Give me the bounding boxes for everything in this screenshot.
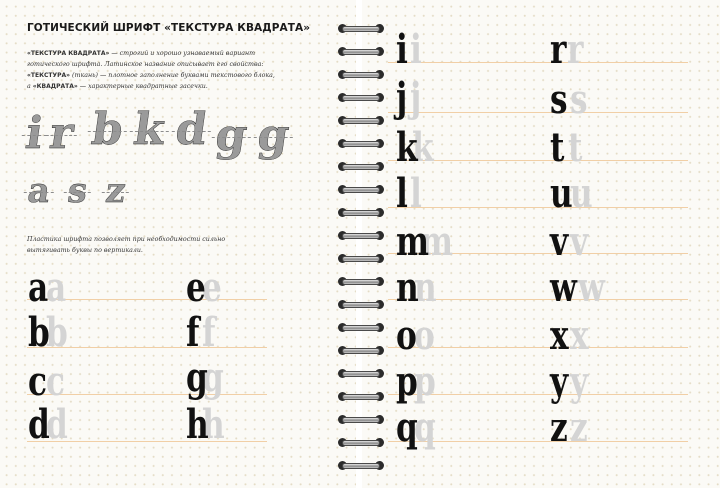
binding-ring: [338, 254, 384, 263]
alphabet-letter: l: [396, 170, 408, 217]
ghost-letter: q: [414, 404, 436, 451]
sample-letter: z: [103, 171, 129, 211]
binding-ring: [338, 70, 384, 79]
intro-text-4: а: [27, 83, 33, 90]
intro-text-1: — строгий и хорошо узнаваемый вариант: [109, 50, 256, 57]
binding-ring: [338, 231, 384, 240]
alphabet-letter: x: [550, 312, 568, 359]
ghost-letter: z: [570, 404, 588, 451]
ghost-letter: r: [567, 26, 584, 73]
binding-ring: [338, 208, 384, 217]
sample-letter: i: [22, 108, 47, 159]
binding-ring: [338, 116, 384, 125]
alphabet-letter: a: [28, 264, 48, 311]
ghost-letter: e: [202, 264, 222, 311]
ghost-letter: y: [570, 358, 589, 405]
alphabet-letter: r: [550, 26, 566, 73]
binding-ring: [338, 93, 384, 102]
ghost-letter: u: [570, 170, 593, 217]
ghost-letter: l: [410, 170, 422, 217]
alphabet-letter: g: [186, 354, 208, 401]
alphabet-letter: w: [550, 264, 577, 311]
ghost-letter: p: [414, 358, 436, 405]
guide-line: [388, 207, 688, 208]
sample-letter: r: [46, 108, 77, 159]
alphabet-letter: b: [28, 309, 50, 356]
binding-ring: [338, 162, 384, 171]
ghost-letter: m: [420, 218, 454, 265]
ghost-letter: t: [568, 124, 583, 171]
left-page: [0, 0, 356, 488]
sample-letter: g: [254, 110, 293, 161]
right-page: [362, 0, 720, 488]
alphabet-letter: i: [396, 26, 408, 73]
ghost-letter: w: [578, 264, 605, 311]
alphabet-letter: q: [396, 404, 418, 451]
binding-ring: [338, 438, 384, 447]
binding-ring: [338, 346, 384, 355]
alphabet-letter: p: [396, 358, 418, 405]
alphabet-letter: f: [186, 309, 199, 356]
page-title: ГОТИЧЕСКИЙ ШРИФТ «ТЕКСТУРА КВАДРАТА»: [27, 22, 311, 34]
alphabet-letter: v: [550, 218, 568, 265]
sample-letter: s: [65, 171, 90, 211]
ghost-letter: d: [46, 401, 68, 448]
ghost-letter: n: [414, 264, 437, 311]
alphabet-letter: n: [396, 264, 418, 311]
binding-ring: [338, 461, 384, 470]
alphabet-letter: c: [28, 358, 47, 405]
sample-letter: k: [130, 104, 169, 155]
binding-ring: [338, 185, 384, 194]
intro-text-3: (ткань) — плотное заполнение буквами текстового блока,: [70, 72, 275, 79]
alphabet-letter: t: [550, 124, 564, 171]
sample-letter: a: [25, 171, 53, 211]
binding-ring: [338, 139, 384, 148]
alphabet-letter: z: [550, 404, 567, 451]
sample-letter: g: [212, 110, 251, 161]
ghost-letter: f: [202, 309, 216, 356]
ghost-letter: g: [202, 354, 224, 401]
intro-text-5: — характерные квадратные засечки.: [77, 83, 208, 90]
ghost-letter: h: [202, 401, 225, 448]
ghost-letter: b: [46, 309, 68, 356]
note-line: вытягивать буквы по вертикали.: [27, 247, 143, 254]
ghost-letter: x: [570, 312, 589, 359]
binding-ring: [338, 323, 384, 332]
ghost-letter: v: [570, 218, 589, 265]
alphabet-letter: j: [396, 74, 407, 121]
alphabet-letter: o: [396, 312, 417, 359]
stretch-note: [27, 234, 285, 256]
term-textura: «ТЕКСТУРА»: [27, 72, 71, 79]
term-quadrata: «КВАДРАТА»: [32, 83, 78, 90]
alphabet-letter: s: [550, 76, 567, 123]
ghost-letter: j: [410, 74, 422, 121]
binding-ring: [338, 47, 384, 56]
ghost-letter: c: [46, 358, 66, 405]
binding-ring: [338, 392, 384, 401]
binding-ring: [338, 300, 384, 309]
intro-text-2: готического шрифта. Латинское название описывает его свойства:: [27, 61, 264, 68]
guide-line: [388, 112, 688, 113]
alphabet-letter: u: [550, 170, 572, 217]
binding-ring: [338, 369, 384, 378]
guide-line: [388, 62, 688, 63]
alphabet-letter: y: [550, 358, 568, 405]
binding-ring: [338, 277, 384, 286]
ghost-letter: i: [410, 26, 422, 73]
intro-paragraph: [27, 48, 285, 92]
alphabet-letter: m: [396, 218, 429, 265]
ghost-letter: a: [46, 264, 67, 311]
alphabet-letter: e: [186, 264, 206, 311]
ghost-letter: k: [412, 124, 434, 171]
sample-letter: d: [172, 104, 211, 155]
note-line: Пластика шрифта позволяет при необходимости сильно: [27, 236, 226, 243]
alphabet-letter: h: [186, 401, 208, 448]
ghost-letter: o: [414, 312, 435, 359]
binding-ring: [338, 24, 384, 33]
binding-ring: [338, 415, 384, 424]
alphabet-letter: k: [396, 124, 417, 171]
alphabet-letter: d: [28, 401, 50, 448]
ghost-letter: s: [570, 76, 588, 123]
term-textura-quadrata: «ТЕКСТУРА КВАДРАТА»: [27, 50, 110, 57]
sample-letter: b: [88, 104, 127, 155]
